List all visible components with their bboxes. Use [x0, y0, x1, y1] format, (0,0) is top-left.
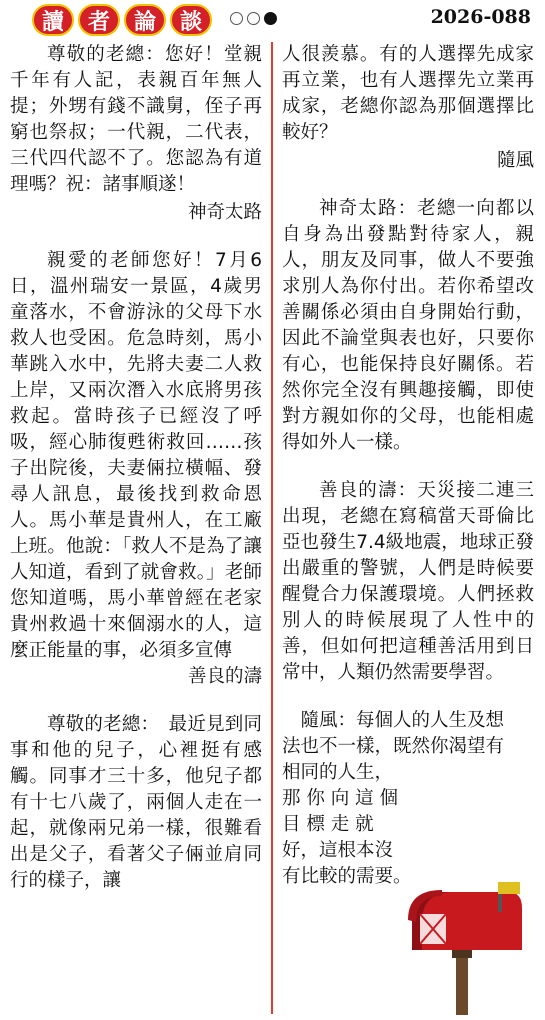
- title-char: 論: [124, 4, 166, 36]
- decorative-dots: [230, 12, 277, 25]
- circle-icon: [230, 12, 243, 25]
- page-header: [0, 0, 545, 38]
- reply-line: 好，這根本沒: [282, 840, 394, 861]
- reply-text: [282, 708, 534, 890]
- reply-line: 法也不一樣，既然你渴望有: [282, 736, 505, 757]
- circle-icon: [247, 12, 260, 25]
- reply-line: 相同的人生，: [282, 762, 394, 783]
- title-char: 讀: [32, 4, 74, 36]
- left-column: [10, 42, 262, 894]
- reply-line: 那 你 向 這 個: [282, 788, 399, 809]
- signature: 神奇太路: [187, 202, 262, 223]
- letter-text: 親愛的老師您好！7月6日，溫州瑞安一景區，4歲男童落水，不會游泳的父母下水救人也受困。危急時刻，馬小華跳入水中，先將夫妻二人救上岸，又兩次潛入水底將男孩救起。當時孩子已經沒了呼吸，經心肺復甦術救回……孩子出院後，夫妻倆拉橫幅、發尋人訊息，最後找到救命恩人。馬小華是貴州人，在工廠上班。他說：「救人不是為了讓人知道，看到了就會救。」老師您知道嗎，馬小華曾經在老家貴州救過十來個溺水的人，這麼正能量的事，必須多宣傳: [10, 250, 262, 661]
- signature: 善良的濤: [187, 666, 262, 687]
- reply-line: 有比較的需要。: [282, 866, 412, 887]
- reply-line: 隨風：每個人的人生及想: [300, 710, 505, 731]
- column-divider: [271, 42, 273, 1014]
- reply-text: 神奇太路：老總一向都以自身為出發點對待家人，親人，朋友及同事，做人不要強求別人為你付出。若你希望改善關係必須由自身開始行動，因此不論堂與表也好，只要你有心，也能保持良好關係。若然你完全沒有興趣接觸，即使對方親如你的父母，也能相處得如外人一樣。: [282, 198, 534, 453]
- letter-text: 人很羨慕。有的人選擇先成家再立業，也有人選擇先立業再成家，老總你認為那個選擇比較好？: [282, 44, 534, 143]
- column-title: [32, 4, 212, 36]
- signature: 隨風: [496, 150, 534, 171]
- title-char: 談: [170, 4, 212, 36]
- letter-text: 尊敬的老總：您好！堂親千年有人記，表親百年無人提；外甥有錢不識舅，侄子再窮也祭叔；一代親，二代表，三代四代認不了。您認為有道理嗎？祝：諸事順遂！: [10, 44, 262, 195]
- filled-circle-icon: [264, 12, 277, 25]
- reply-line: 目 標 走 就: [282, 814, 374, 835]
- letter-text: 尊敬的老總： 最近見到同事和他的兒子，心裡挺有感觸。同事才三十多，他兒子都有十七八歲了，兩個人走在一起，就像兩兄弟一樣，很難看出是父子，看著父子倆並肩同行的樣子，讓: [10, 714, 262, 891]
- title-char: 者: [78, 4, 120, 36]
- mailbox-illustration: [398, 880, 530, 1015]
- right-column: [282, 42, 534, 890]
- reply-text: 善良的濤：天災接二連三出現，老總在寫稿當天哥倫比亞也發生7.4級地震，地球正發出嚴重的警號，人們是時候要醒覺合力保護環境。人們拯救別人的時候展現了人性中的善，但如何把這種善活用到日常中，人類仍然需要學習。: [282, 480, 534, 683]
- issue-number: 2026-088: [430, 6, 531, 28]
